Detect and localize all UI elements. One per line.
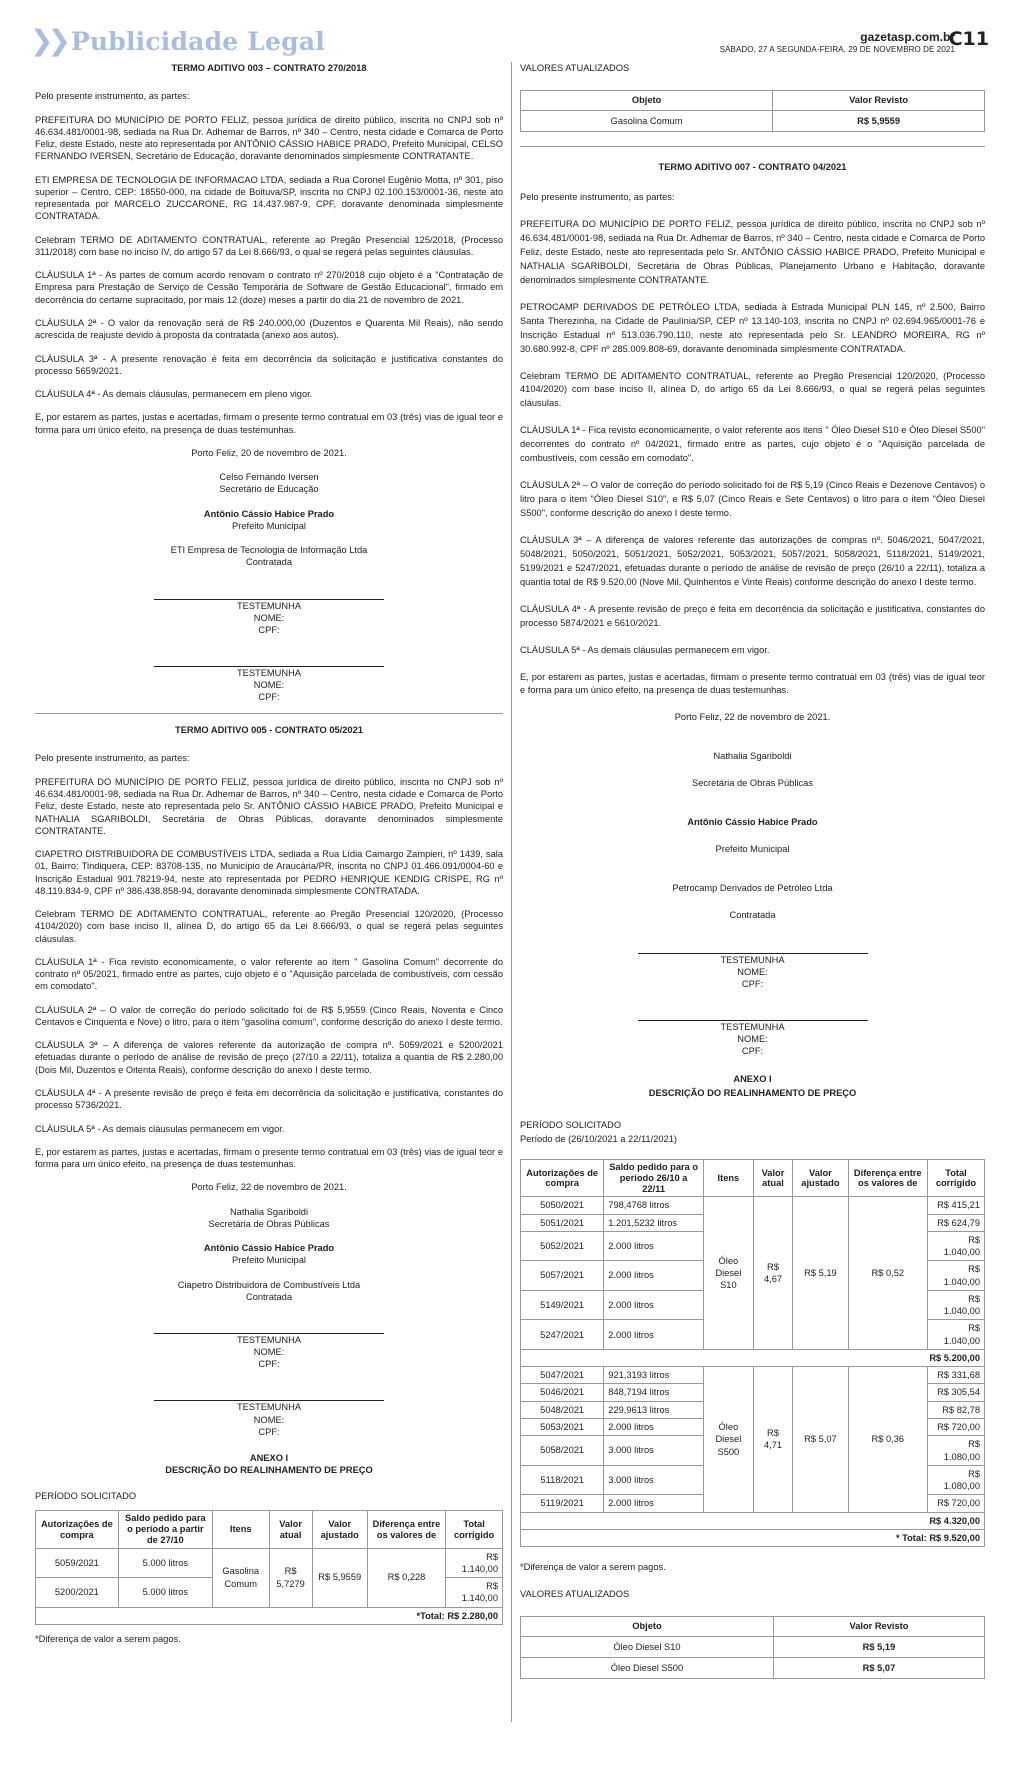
table-cell: 5051/2021 [521, 1214, 604, 1231]
signature-block [35, 1181, 503, 1303]
witness-label: TESTEMUNHA [236, 1402, 302, 1413]
paragraph: E, por estarem as partes, justas e acertadas, firmam o presente termo contratual em 03 (três) vias de igual teor e forma para um único efeito, na presença de duas testemunhas. [35, 1146, 503, 1170]
signatory-name: Antônio Cássio Habice Prado [203, 1243, 335, 1254]
termo-aditivo-007 [520, 161, 985, 1575]
section-title: Publicidade Legal [70, 26, 325, 56]
table-header-row [36, 1511, 503, 1548]
witness-label: TESTEMUNHA [236, 667, 302, 678]
table-cell: 3.000 litros [604, 1465, 704, 1495]
table-cell: 5046/2021 [521, 1384, 604, 1401]
table-cell: R$ 1.080,00 [927, 1465, 984, 1495]
table-subtotal: R$ 5.200,00 [521, 1349, 985, 1366]
table-cell: Óleo Diesel S500 [521, 1657, 774, 1678]
table-cell: Óleo Diesel S500 [704, 1367, 754, 1512]
table-cell: Gasolina Comum [521, 110, 773, 131]
column-header: Valor Revisto [773, 90, 985, 110]
table-cell: R$ 0,36 [848, 1367, 927, 1512]
anexo-heading [520, 1073, 985, 1101]
paragraph: Pelo presente instrumento, as partes: [35, 753, 190, 764]
table-cell: 5048/2021 [521, 1401, 604, 1418]
periodo-range: Período de (26/10/2021 a 22/11/2021) [520, 1134, 677, 1145]
edition-date: SÁBADO, 27 A SEGUNDA-FEIRA, 29 DE NOVEMBRO DE 2021 [719, 45, 955, 54]
table-cell: 5059/2021 [36, 1548, 119, 1578]
signing-date: Porto Feliz, 22 de novembro de 2021. [191, 1182, 347, 1193]
valores-atualizados-table [520, 90, 985, 132]
table-cell: 2.000 litros [604, 1231, 704, 1261]
termo-title: TERMO ADITIVO 005 - CONTRATO 05/2021 [175, 725, 363, 736]
table-cell: 2.000 litros [604, 1290, 704, 1320]
paragraph: CLÁUSULA 4ª - As demais cláusulas, permanecem em pleno vigor. [35, 389, 313, 400]
table-note: *Diferença de valor a serem pagos. [520, 1562, 666, 1573]
witness-name-label: NOME: [737, 1034, 768, 1045]
table-cell: 5149/2021 [521, 1290, 604, 1320]
valores-label: VALORES ATUALIZADOS [520, 1589, 630, 1600]
table-cell: 5.000 litros [118, 1548, 212, 1578]
table-cell: R$ 5,9559 [312, 1548, 367, 1607]
paragraph: CLÁUSULA 4ª - A presente revisão de preço é feita em decorrência da solicitação e justificativa, constantes do processo 5736/2021. [35, 1088, 503, 1111]
table-cell: 798,4768 litros [604, 1197, 704, 1214]
periodo-label: PERÍODO SOLICITADO [520, 1120, 622, 1131]
table-cell: R$ 5,9559 [773, 110, 985, 131]
witness-name-label: NOME: [253, 612, 285, 623]
paragraph: Celebram TERMO DE ADITAMENTO CONTRATUAL, referente ao Pregão Presencial 120/2020, (Processo 4104/2020) com base inciso II, alínea D, do artigo 65 da Lei 8.666/93, o qual se regerá pelas seguintes cláusulas. [520, 370, 985, 409]
table-cell: 921,3193 litros [604, 1367, 704, 1384]
table-cell: R$ 0,52 [848, 1197, 927, 1350]
table-cell: 5118/2021 [521, 1465, 604, 1495]
witness-name-label: NOME: [253, 1414, 285, 1425]
termo-aditivo-005 [35, 724, 503, 1645]
witness-block [35, 1400, 503, 1437]
table-total: *Total: R$ 2.280,00 [36, 1607, 503, 1624]
table-cell: 5119/2021 [521, 1495, 604, 1512]
column-header: Valor atual [269, 1511, 312, 1548]
table-cell: R$ 624,79 [927, 1214, 984, 1231]
right-column [520, 62, 985, 1679]
paragraph: CLÁUSULA 2ª – O valor de correção do período solicitado foi de R$ 5,19 (Cinco Reais e Dezenove Centavos) o litro para o item "Óleo Diesel S10", e R$ 5,07 (Cinco Reais e Sete Centavos) o litro para o item "Óleo Diesel S500", conforme descrição do anexo I deste termo. [520, 480, 985, 519]
table-header-row [521, 1616, 985, 1636]
paragraph: Celebram TERMO DE ADITAMENTO CONTRATUAL, referente ao Pregão Presencial 120/2020, (Processo 4104/2020) com base inciso II, alínea D, do artigo 65 da Lei 8.666/93, o qual se regerá pelas seguintes cláusulas. [35, 909, 503, 944]
termo-title: TERMO ADITIVO 003 – CONTRATO 270/2018 [171, 63, 367, 73]
witness-block [35, 599, 503, 636]
signature-block [520, 711, 985, 923]
paragraph: Celebram TERMO DE ADITAMENTO CONTRATUAL, referente ao Pregão Presencial 125/2018, (Processo 311/2018) com base no inciso IV, do artigo 57 da Lei 8.666/93, o qual se regerá pelas seguintes cláusulas. [35, 234, 503, 257]
table-cell: 229,9613 litros [604, 1401, 704, 1418]
table-cell: R$ 331,68 [927, 1367, 984, 1384]
table-cell: 5.000 litros [118, 1578, 212, 1608]
column-header: Itens [704, 1160, 754, 1197]
table-row [521, 1367, 985, 1384]
witness-label: TESTEMUNHA [720, 1022, 785, 1033]
anexo-subtitle: DESCRIÇÃO DO REALINHAMENTO DE PREÇO [165, 1464, 373, 1475]
anexo-title: ANEXO I [249, 1452, 289, 1463]
table-row [521, 1197, 985, 1214]
anexo-title: ANEXO I [733, 1074, 772, 1085]
paragraph: E, por estarem as partes, justas e acertadas, firmam o presente termo contratual em 03 (três) vias de igual teor e forma para um único efeito, na presença de duas testemunhas. [35, 412, 503, 435]
witness-label: TESTEMUNHA [236, 1335, 302, 1346]
witness-label: TESTEMUNHA [236, 600, 302, 611]
signing-date: Porto Feliz, 20 de novembro de 2021. [191, 447, 347, 458]
valores-atualizados-table [520, 1616, 985, 1679]
table-cell: R$ 4,67 [753, 1197, 793, 1350]
signatory-role: Contratada [246, 1291, 292, 1302]
table-row [521, 1636, 985, 1657]
table-cell: R$ 5,07 [773, 1657, 984, 1678]
table-total: * Total: R$ 9.520,00 [521, 1529, 985, 1546]
paragraph: CLÁUSULA 3ª – A diferença de valores referente da autorização de compra nº. 5059/2021 e 5200/2021 efetuadas durante o período de análise de revisão de preço (27/10 a 22/11), totaliza a quantia de R$ 2.280,00 (Dois Mil, Duzentos e Oitenta Reais), conforme descrição do anexo I deste termo. [35, 1040, 503, 1075]
signatory-name: Nathalia Sgariboldi [229, 1206, 309, 1217]
signatory-name: Celso Fernando Iversen [219, 472, 319, 483]
signatory-role: Secretária de Obras Públicas [208, 1218, 330, 1229]
table-subtotal-row [521, 1512, 985, 1529]
paragraph: CIAPETRO DISTRIBUIDORA DE COMBUSTÍVEIS LTDA, sediada a Rua Lídia Camargo Zampieri, nº 1439, sala 01, Bairro: Tindiquera, CEP: 83708-135, no Município de Araucária/PR, inscrita no CNPJ 01.466.091/0004-60 e Inscrição Estadual 901.78219-94, neste ato representada por PEDRO HENRIQUE KENDIG CRISPE, RG nº 48.119.834-9, CPF nº 386.438.858-94, doravante denominada simplesmente CONTRATADA. [35, 849, 503, 896]
periodo-label: PERÍODO SOLICITADO [35, 1491, 137, 1502]
table-cell: Óleo Diesel S10 [704, 1197, 754, 1350]
table-cell: R$ 1.040,00 [927, 1290, 984, 1320]
paragraph: CLÁUSULA 5ª - As demais cláusulas permanecem em vigor. [520, 644, 770, 655]
table-cell: R$ 720,00 [927, 1495, 984, 1512]
table-cell: R$ 415,21 [927, 1197, 984, 1214]
table-cell: 2.000 litros [604, 1261, 704, 1291]
section-divider [35, 713, 503, 714]
column-header: Itens [212, 1511, 269, 1548]
column-header: Valor atual [753, 1160, 793, 1197]
table-total-row [521, 1529, 985, 1546]
signing-date: Porto Feliz, 22 de novembro de 2021. [674, 712, 831, 723]
column-header: Objeto [521, 1616, 774, 1636]
witness-cpf-label: CPF: [741, 979, 764, 990]
table-subtotal-row [521, 1349, 985, 1366]
signatory-role: Prefeito Municipal [232, 520, 306, 531]
paragraph: E, por estarem as partes, justas e acertadas, firmam o presente termo contratual em 03 (três) vias de igual teor e forma para um único efeito, na presença de duas testemunhas. [520, 671, 985, 696]
table-cell: R$ 5,19 [773, 1636, 984, 1657]
signatory-role: Secretário de Educação [219, 484, 319, 495]
left-column [35, 62, 503, 1656]
table-cell: 2.000 litros [604, 1495, 704, 1512]
witness-cpf-label: CPF: [258, 1359, 280, 1370]
column-header: Valor Revisto [773, 1616, 984, 1636]
table-cell: 1.201,5232 litros [604, 1214, 704, 1231]
double-chevron-icon: ❯❯ [30, 24, 65, 57]
column-header: Autorizações de compra [36, 1511, 119, 1548]
table-cell: 5200/2021 [36, 1578, 119, 1608]
termo-aditivo-003 [35, 62, 503, 703]
paragraph: PREFEITURA DO MUNICÍPIO DE PORTO FELIZ, pessoa jurídica de direito público, inscrita no CNPJ sob nº 46.634.481/0001-98, sediada na Rua Dr. Adhemar de Barros, nº 340 – Centro, nesta cidade e Comarca de Porto Feliz, deste Estado, neste ato representada por ANTÔNIO CÁSSIO HABICE PRADO, Prefeito Municipal, CELSO FERNANDO IVERSEN, Secretário de Educação, doravante denominados simplesmente CONTRATANTE. [35, 114, 503, 162]
column-divider [511, 62, 512, 1722]
table-cell: R$ 82,78 [927, 1401, 984, 1418]
witness-label: TESTEMUNHA [720, 954, 785, 965]
paragraph: CLÁUSULA 2ª – O valor de correção do período solicitado foi de R$ 5,9559 (Cinco Reais, Noventa e Cinco Centavos e Cinquenta e Nove) o litro, para o item "gasolina comum", conforme descrição do anexo I deste termo. [35, 1004, 503, 1027]
paragraph: PREFEITURA DO MUNICÍPIO DE PORTO FELIZ, pessoa jurídica de direito público, inscrita no CNPJ sob nº 46.634.481/0001-98, sediada na Rua Dr. Adhemar de Barros, nº 340 – Centro, nesta cidade e Comarca de Porto Feliz, deste Estado, neste ato representada pelo Sr. ANTÔNIO CÁSSIO HABICE PRADO, Prefeito Municipal e NATHALIA SGARIBOLDI, Secretária de Obras Públicas, doravante denominados simplesmente CONTRATANTE. [35, 776, 503, 836]
table-cell: Gasolina Comum [212, 1548, 269, 1607]
paragraph: CLÁUSULA 1ª - As partes de comum acordo renovam o contrato nº 270/2018 cujo objeto é a "Contratação de Empresa para Prestação de Serviço de Cessão Temporária de Software de Gestão Educacional", firmado em decorrência do certame supracitado, por mais 12 (doze) meses a partir do dia 21 de novembro de 2021. [35, 270, 503, 305]
table-cell: 3.000 litros [604, 1436, 704, 1466]
column-header: Saldo pedido para o período 26/10 a 22/11 [604, 1160, 704, 1197]
witness-block [520, 1020, 985, 1057]
table-cell: 5247/2021 [521, 1320, 604, 1350]
valores-label: VALORES ATUALIZADOS [520, 63, 630, 73]
witness-block [520, 953, 985, 990]
table-cell: R$ 1.080,00 [927, 1436, 984, 1466]
signatory-name: Petrocamp Derivados de Petróleo Ltda [672, 883, 833, 894]
table-cell: R$ 1.040,00 [927, 1261, 984, 1291]
table-cell: R$ 1.140,00 [446, 1578, 503, 1608]
table-cell: 5053/2021 [521, 1418, 604, 1435]
signatory-name: Nathalia Sgariboldi [713, 751, 792, 762]
realinhamento-table [520, 1159, 985, 1547]
witness-name-label: NOME: [253, 1347, 285, 1358]
signatory-role: Prefeito Municipal [715, 844, 790, 855]
witness-cpf-label: CPF: [258, 692, 280, 703]
table-cell: R$ 0,228 [367, 1548, 445, 1607]
table-cell: R$ 720,00 [927, 1418, 984, 1435]
table-cell: R$ 5,7279 [269, 1548, 312, 1607]
table-row [36, 1548, 503, 1578]
paragraph: Pelo presente instrumento, as partes: [520, 192, 675, 203]
signature-block [35, 447, 503, 569]
signatory-name: Antônio Cássio Habice Prado [203, 508, 335, 519]
site-url: gazetasp.com.br [860, 30, 955, 44]
table-cell: 5047/2021 [521, 1367, 604, 1384]
table-cell: R$ 305,54 [927, 1384, 984, 1401]
table-header-row [521, 1160, 985, 1197]
paragraph: PETROCAMP DERIVADOS DE PETRÓLEO LTDA, sediada à Estrada Municipal PLN 145, nº 2.500, Bairro Santa Therezinha, na Cidade de Paulínia/SP, CEP nº 13.140-103, inscrita no CNPJ nº 02.694.965/0001-76 e Inscrição Estadual nº 513.036.790.110, neste ato representada pelo Sr. LEANDRO MOREIRA, RG nº 30.680.992-8, CPF nº 285.009.808-69, doravante denominada simplesmente CONTRATADA. [520, 301, 985, 354]
signatory-name: ETI Empresa de Tecnologia de Informação Ltda [170, 545, 368, 556]
anexo-subtitle: DESCRIÇÃO DO REALINHAMENTO DE PREÇO [648, 1088, 857, 1099]
column-header: Diferença entre os valores de [367, 1511, 445, 1548]
table-total-row [36, 1607, 503, 1624]
column-header: Saldo pedido para o período a partir de 27/10 [118, 1511, 212, 1548]
paragraph: CLÁUSULA 3ª – A diferença de valores referente das autorizações de compras nº. 5046/2021, 5047/2021, 5048/2021, 5050/2021, 5051/2021, 5052/2021, 5053/2021, 5057/2021, 5058/2021, 5118/2021, 5149/2021, 5199/2021 e 5247/2021, efetuadas durante o período de análise de revisão de preço (26/10 a 22/11), totaliza a quantia total de R$ 9.520,00 (Nove Mil, Quinhentos e Vinte Reais) conforme descrição do anexo I deste termo. [520, 534, 985, 587]
table-cell: R$ 5,19 [793, 1197, 848, 1350]
witness-name-label: NOME: [737, 967, 768, 978]
section-logo [30, 26, 325, 56]
signatory-role: Contratada [729, 910, 776, 921]
table-cell: R$ 1.040,00 [927, 1231, 984, 1261]
signatory-name: Ciapetro Distribuidora de Combustíveis Ltda [177, 1279, 361, 1290]
paragraph: CLÁUSULA 4ª - A presente revisão de preço é feita em decorrência da solicitação e justificativa, constantes do processo 5874/2021 e 5610/2021. [520, 603, 985, 628]
table-row [521, 110, 985, 131]
table-cell: 5052/2021 [521, 1231, 604, 1261]
periodo-block [520, 1119, 985, 1147]
table-cell: 2.000 litros [604, 1320, 704, 1350]
signatory-role: Contratada [246, 557, 292, 568]
page-header [0, 0, 1011, 60]
column-header: Objeto [521, 90, 773, 110]
paragraph: CLÁUSULA 5ª - As demais cláusulas permanecem em vigor. [35, 1123, 285, 1134]
section-divider [520, 146, 985, 147]
signatory-name: Antônio Cássio Habice Prado [687, 817, 818, 828]
column-header: Total corrigido [446, 1511, 503, 1548]
table-cell: 2.000 litros [604, 1418, 704, 1435]
anexo-heading [35, 1452, 503, 1477]
witness-cpf-label: CPF: [741, 1046, 764, 1057]
paragraph: CLÁUSULA 1ª - Fica revisto economicamente, o valor referente ao item " Gasolina Comum" decorrente do contrato nº 05/2021, firmado entre as partes, cujo objeto é o "Aquisição parcelada de combustíveis, com cessão em comodato". [35, 956, 503, 992]
column-header: Diferença entre os valores de [848, 1160, 927, 1197]
page-number: C11 [948, 28, 989, 50]
witness-block [35, 666, 503, 703]
table-subtotal: R$ 4.320,00 [521, 1512, 985, 1529]
table-cell: 5058/2021 [521, 1436, 604, 1466]
signatory-role: Secretária de Obras Públicas [692, 778, 813, 789]
table-note: *Diferença de valor a serem pagos. [35, 1633, 181, 1644]
table-cell: R$ 1.040,00 [927, 1320, 984, 1350]
table-header-row [521, 90, 985, 110]
column-header: Total corrigido [927, 1160, 984, 1197]
realinhamento-table [35, 1510, 503, 1624]
table-cell: R$ 1.140,00 [446, 1548, 503, 1578]
witness-block [35, 1333, 503, 1370]
witness-cpf-label: CPF: [258, 624, 280, 635]
table-cell: R$ 4,71 [753, 1367, 793, 1512]
table-cell: Óleo Diesel S10 [521, 1636, 774, 1657]
paragraph: PREFEITURA DO MUNICÍPIO DE PORTO FELIZ, pessoa jurídica de direito público, inscrita no CNPJ sob nº 46.634.481/0001-98, sediada na Rua Dr. Adhemar de Barros, nº 340 – Centro, nesta cidade e Comarca de Porto Feliz, deste Estado, neste ato representada pelo Sr. ANTÔNIO CÁSSIO HABICE PRADO, Prefeito Municipal e NATHALIA SGARIBOLDI, Secretária de Obras Públicas, Planejamento Urbano e Habitação, doravante denominados simplesmente CONTRATANTE. [520, 219, 985, 285]
paragraph: CLÁUSULA 3ª - A presente renovação é feita em decorrência da solicitação e justificativa constantes do processo 5659/2021. [35, 353, 503, 376]
paragraph: ETI EMPRESA DE TECNOLOGIA DE INFORMACAO LTDA, sediada a Rua Coronel Eugênio Motta, nº 301, piso superior – Centro, CEP: 18550-000, na cidade de Boituva/SP, inscrita no CNPJ 02.100.153/0001-36, neste ato representada por MARCELO ZUCCARONE, RG 14.437.987-9, CPF, doravante denominada simplesmente CONTRATADA. [35, 174, 503, 222]
signatory-role: Prefeito Municipal [232, 1255, 306, 1266]
table-cell: 5057/2021 [521, 1261, 604, 1291]
paragraph: CLÁUSULA 2ª - O valor da renovação será de R$ 240.000,00 (Duzentos e Quarenta Mil Reais), não sendo acrescida de reajuste devido à proposta da contratada (anexo aos autos). [35, 317, 503, 341]
paragraph: Pelo presente instrumento, as partes: [35, 91, 190, 102]
column-header: Valor ajustado [793, 1160, 848, 1197]
table-cell: 848,7194 litros [604, 1384, 704, 1401]
paragraph: CLÁUSULA 1ª - Fica revisto economicamente, o valor referente aos itens " Óleo Diesel S10 e Óleo Diesel S500" decorrentes do contrato nº 04/2021, firmado entre as partes, cujo objeto é o "Aquisição parcelada de combustíveis, com cessão em comodato". [520, 425, 985, 464]
table-row [521, 1657, 985, 1678]
termo-title: TERMO ADITIVO 007 - CONTRATO 04/2021 [658, 161, 847, 172]
column-header: Valor ajustado [312, 1511, 367, 1548]
table-cell: 5050/2021 [521, 1197, 604, 1214]
witness-name-label: NOME: [253, 680, 285, 691]
column-header: Autorizações de compra [521, 1160, 604, 1197]
witness-cpf-label: CPF: [258, 1426, 280, 1437]
table-cell: R$ 5,07 [793, 1367, 848, 1512]
